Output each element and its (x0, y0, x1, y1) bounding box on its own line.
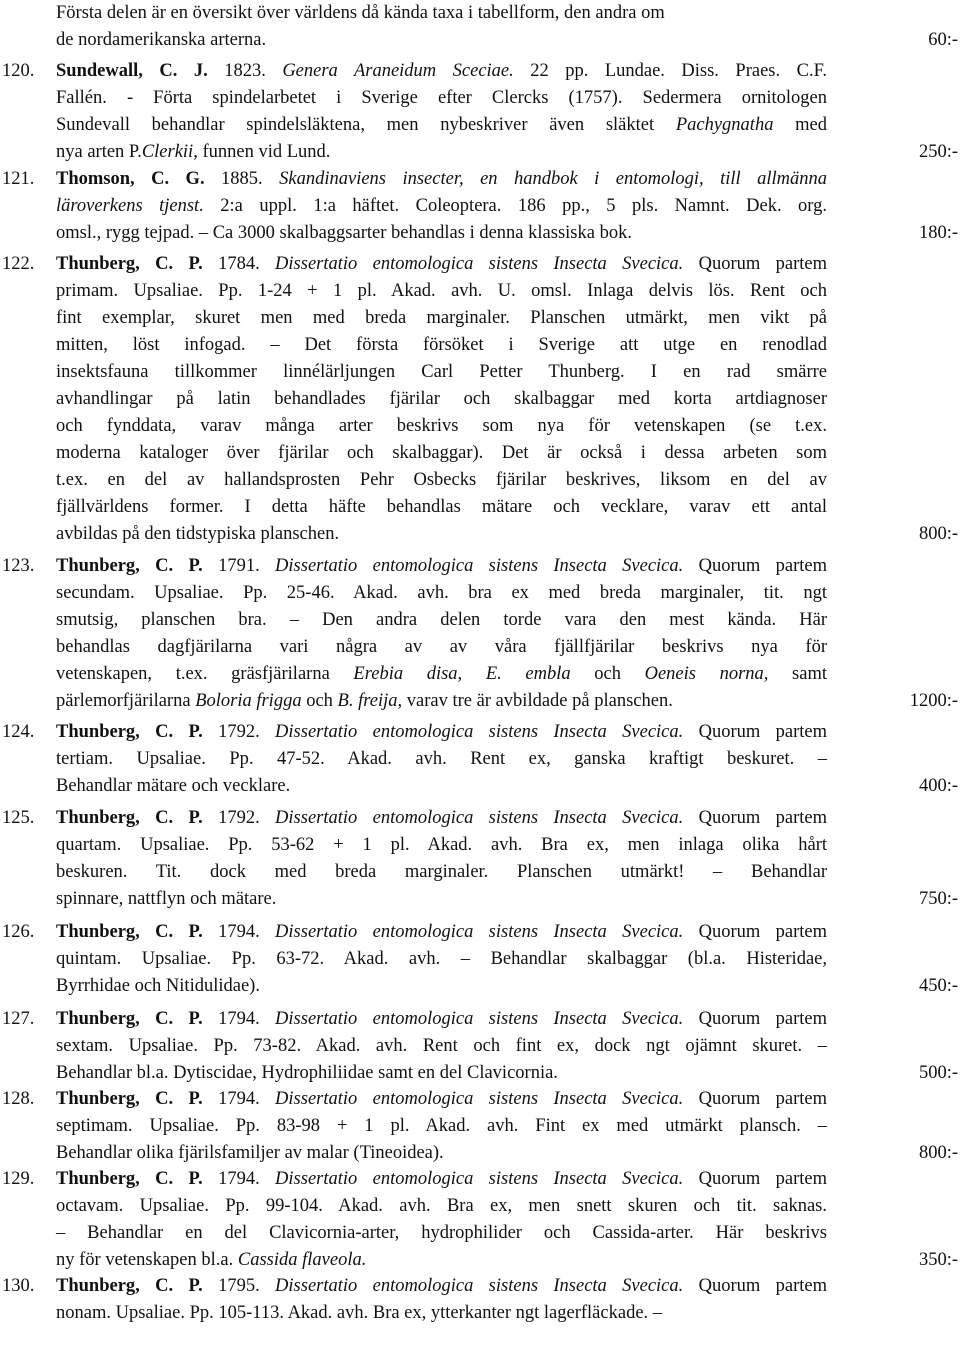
author-name: Thunberg, C. P. (56, 1009, 203, 1029)
entry-number: 128. (2, 1089, 35, 1109)
italic-title: Dissertatio entomologica sistens Insecta Svecica. (275, 1276, 684, 1296)
entry-number: 123. (2, 556, 35, 576)
entry-text-line (56, 580, 827, 607)
entry-text: Quorum partem (683, 808, 827, 828)
italic-title: embla (525, 664, 571, 684)
entry-text: insektsfauna tillkommer linnélärljungen Carl Petter Thunberg. I en rad smärre (56, 362, 827, 382)
entry-text-line (56, 193, 827, 220)
entry-text-line (56, 85, 827, 112)
entry-text: beskuren. Tit. dock med breda marginaler. Planschen utmärkt! – Behandlar (56, 862, 827, 882)
entry-number: 129. (2, 1169, 35, 1189)
entry-text: behandlas dagfjärilarna vari några av av våra fjällfjärilar beskrivs nya för (56, 637, 827, 657)
entry-text-line (56, 139, 827, 166)
entry-text: smutsig, planschen bra. – Den andra delen torde vara den mest kända. Här (56, 610, 827, 630)
entry-text-line (56, 634, 827, 661)
entry-text: Första delen är en översikt över världens då kända taxa i tabellform, den andra om (56, 3, 665, 23)
entry-text-line (56, 112, 827, 139)
entry-text: mitten, löst infogad. – Det första försöket i Sverige att utge en renodlad (56, 335, 827, 355)
italic-title: Boloria frigga (195, 691, 302, 711)
entry-text-line (56, 1193, 827, 1220)
entry-text-line (56, 1247, 827, 1274)
entry-text-line (56, 1086, 827, 1113)
entry-text-line (56, 467, 827, 494)
entry-text-line (56, 946, 827, 973)
entry-text: 1794. (202, 922, 276, 942)
entry-text-line (56, 832, 827, 859)
italic-title: B. freija (337, 691, 398, 711)
entry-text: de nordamerikanska arterna. (56, 30, 267, 50)
italic-title: Erebia disa, E. (353, 664, 502, 684)
entry-text: Quorum partem (683, 722, 827, 742)
entry-text: , funnen vid Lund. (193, 142, 331, 162)
entry-text-line (56, 973, 827, 1000)
entry-text: 1784. (202, 254, 276, 274)
italic-title: Genera Araneidum Sceciae. (282, 61, 514, 81)
entry-text-line (56, 661, 827, 688)
entry-text: 1823. (207, 61, 283, 81)
entry-text: fint exemplar, skuret men med breda marginaler. Planschen utmärkt, men vikt på (56, 308, 827, 328)
entry-text-line (56, 805, 827, 832)
entry-text-line (56, 494, 827, 521)
entry-text: samt (768, 664, 827, 684)
italic-title: Dissertatio entomologica sistens Insecta Svecica. (275, 254, 684, 274)
catalogue-entry (0, 166, 960, 247)
entry-price: 180:- (918, 223, 958, 243)
entry-price: 800:- (918, 1143, 958, 1163)
author-name: Sundewall, C. J. (56, 61, 208, 81)
entry-text: 1791. (202, 556, 276, 576)
entry-number: 125. (2, 808, 35, 828)
catalogue-entry (0, 1166, 960, 1274)
entry-price: 350:- (918, 1250, 958, 1270)
entry-text: och (301, 691, 338, 711)
entry-text-line (56, 607, 827, 634)
italic-title: Cassida flaveola. (237, 1250, 367, 1270)
author-name: Thunberg, C. P. (56, 1276, 203, 1296)
author-name: Thomson, C. G. (56, 169, 205, 189)
entry-text: sextam. Upsaliae. Pp. 73-82. Akad. avh. Rent och fint ex, dock ngt ojämnt skuret. – (56, 1036, 827, 1056)
entry-text: quintam. Upsaliae. Pp. 63-72. Akad. avh. – Behandlar skalbaggar (bl.a. Histeridae, (56, 949, 827, 969)
entry-text: ny för vetenskapen bl.a. (56, 1250, 238, 1270)
entry-text: 1794. (202, 1009, 276, 1029)
entry-text-line (56, 1273, 827, 1300)
catalogue-entry (0, 805, 960, 913)
entry-text: 2:a uppl. 1:a häftet. Coleoptera. 186 pp., 5 pls. Namnt. Dek. org. (203, 196, 827, 216)
entry-text: Fallén. - Förta spindelarbetet i Sverige efter Clercks (1757). Sedermera ornitologen (56, 88, 827, 108)
entry-price: 500:- (918, 1063, 958, 1083)
entry-text: nonam. Upsaliae. Pp. 105-113. Akad. avh. Bra ex, ytterkanter ngt lagerfläckade. – (56, 1303, 663, 1323)
author-name: Thunberg, C. P. (56, 1089, 203, 1109)
entry-text: avbildas på den tidstypiska planschen. (56, 524, 340, 544)
catalogue-entry (0, 553, 960, 715)
entry-price: 60:- (928, 30, 958, 50)
entry-text: omsl., rygg tejpad. – Ca 3000 skalbaggsarter behandlas i denna klassiska bok. (56, 223, 632, 243)
entry-text: septimam. Upsaliae. Pp. 83-98 + 1 pl. Akad. avh. Fint ex med utmärkt plansch. – (56, 1116, 827, 1136)
entry-number: 121. (2, 169, 35, 189)
italic-title: läroverkens tjenst. (56, 196, 204, 216)
catalogue-entry (0, 0, 960, 54)
italic-title: Dissertatio entomologica sistens Insecta Svecica. (275, 722, 684, 742)
entry-text-line (56, 413, 827, 440)
entry-text: och fynddata, varav många arter beskrivs som nya för vetenskapen (se t.ex. (56, 416, 827, 436)
entry-price: 400:- (918, 776, 958, 796)
author-name: Thunberg, C. P. (56, 922, 203, 942)
entry-text-line (56, 553, 827, 580)
entry-number: 124. (2, 722, 35, 742)
entry-number: 120. (2, 61, 35, 81)
entry-text: 1792. (202, 722, 276, 742)
entry-number: 122. (2, 254, 35, 274)
catalogue-entry (0, 719, 960, 800)
entry-text: spinnare, nattflyn och mätare. (56, 889, 277, 909)
entry-text: nya arten P. (56, 142, 142, 162)
entry-text-line (56, 1140, 827, 1167)
entry-text: octavam. Upsaliae. Pp. 99-104. Akad. avh. Bra ex, men snett skuren och tit. saknas. (56, 1196, 827, 1216)
entry-text: moderna kataloger över fjärilar och skalbaggar). Det är också i dessa arbeten som (56, 443, 827, 463)
entry-text-line (56, 220, 827, 247)
entry-text-line (56, 27, 827, 54)
entry-text: 1794. (202, 1089, 276, 1109)
entry-text: 1795. (202, 1276, 276, 1296)
entry-text-line (56, 1220, 827, 1247)
entry-text: Quorum partem (683, 556, 827, 576)
italic-title: Dissertatio entomologica sistens Insecta Svecica. (275, 1009, 684, 1029)
author-name: Thunberg, C. P. (56, 556, 203, 576)
entry-text-line (56, 0, 955, 27)
entry-text-line (56, 521, 827, 548)
entry-text: Quorum partem (683, 922, 827, 942)
entry-text: och (570, 664, 645, 684)
entry-text-line (56, 688, 827, 715)
entry-number: 126. (2, 922, 35, 942)
entry-text-line (56, 1300, 827, 1327)
italic-title: Dissertatio entomologica sistens Insecta Svecica. (275, 556, 684, 576)
entry-text: Quorum partem (683, 254, 827, 274)
italic-title: Dissertatio entomologica sistens Insecta Svecica. (275, 808, 684, 828)
entry-text: 1792. (202, 808, 276, 828)
italic-title: Dissertatio entomologica sistens Insecta Svecica. (275, 1169, 684, 1189)
entry-text-line (56, 386, 827, 413)
entry-text: avhandlingar på latin behandlades fjärilar och skalbaggar med korta artdiagnoser (56, 389, 827, 409)
entry-text: Quorum partem (683, 1089, 827, 1109)
catalogue-entry (0, 58, 960, 166)
catalogue-entry (0, 251, 960, 548)
entry-text: secundam. Upsaliae. Pp. 25-46. Akad. avh. bra ex med breda marginaler, tit. ngt (56, 583, 827, 603)
entry-text-line (56, 440, 827, 467)
entry-text: vetenskapen, t.ex. gräsfjärilarna (56, 664, 354, 684)
entry-text: Quorum partem (683, 1169, 827, 1189)
entry-text: Quorum partem (683, 1009, 827, 1029)
catalogue-entry (0, 919, 960, 1000)
entry-text: primam. Upsaliae. Pp. 1-24 + 1 pl. Akad. avh. U. omsl. Inlaga delvis lös. Rent och (56, 281, 827, 301)
entry-text-line (56, 719, 827, 746)
entry-price: 800:- (918, 524, 958, 544)
entry-text-line (56, 746, 827, 773)
entry-text-line (56, 278, 827, 305)
entry-text-line (56, 1006, 827, 1033)
entry-text-line (56, 359, 827, 386)
entry-text-line (56, 773, 827, 800)
entry-text: Behandlar bl.a. Dytiscidae, Hydrophiliidae samt en del Clavicornia. (56, 1063, 558, 1083)
italic-title: Skandinaviens insecter, en handbok i entomologi, till allmänna (279, 169, 827, 189)
entry-price: 450:- (918, 976, 958, 996)
entry-text-line (56, 886, 827, 913)
entry-text-line (56, 1033, 827, 1060)
entry-text-line (56, 1060, 827, 1087)
author-name: Thunberg, C. P. (56, 1169, 203, 1189)
entry-text: pärlemorfjärilarna (56, 691, 196, 711)
entry-text-line (56, 58, 827, 85)
italic-title: Clerkii (141, 142, 194, 162)
entry-text: 22 pp. Lundae. Diss. Praes. C.F. (513, 61, 827, 81)
entry-text: t.ex. en del av hallandsprosten Pehr Osbecks fjärilar beskrives, liksom en del av (56, 470, 827, 490)
entry-text: , varav tre är avbildade på planschen. (397, 691, 673, 711)
entry-text: Behandlar mätare och vecklare. (56, 776, 291, 796)
author-name: Thunberg, C. P. (56, 722, 203, 742)
entry-text: Behandlar olika fjärilsfamiljer av malar (Tineoidea). (56, 1143, 444, 1163)
author-name: Thunberg, C. P. (56, 254, 203, 274)
catalogue-entry (0, 1273, 960, 1327)
entry-price: 1200:- (909, 691, 958, 711)
author-name: Thunberg, C. P. (56, 808, 203, 828)
entry-text: quartam. Upsaliae. Pp. 53-62 + 1 pl. Akad. avh. Bra ex, men inlaga olika hårt (56, 835, 827, 855)
entry-text: Byrrhidae och Nitidulidae). (56, 976, 260, 996)
italic-title: Pachygnatha (675, 115, 774, 135)
entry-text-line (56, 1166, 827, 1193)
entry-text-line (56, 919, 827, 946)
entry-text: 1885. (204, 169, 280, 189)
entry-text: Sundevall behandlar spindelsläktena, men nybeskriver även släktet (56, 115, 676, 135)
entry-text-line (56, 859, 827, 886)
italic-title: Dissertatio entomologica sistens Insecta Svecica. (275, 922, 684, 942)
entry-text: 1794. (202, 1169, 276, 1189)
entry-text-line (56, 1113, 827, 1140)
entry-text-line (56, 251, 827, 278)
entry-text: med (773, 115, 827, 135)
catalogue-entry (0, 1086, 960, 1167)
entry-text (502, 664, 526, 684)
entry-text-line (56, 166, 827, 193)
entry-text-line (56, 305, 827, 332)
entry-text: Quorum partem (683, 1276, 827, 1296)
entry-text: fjällvärldens former. I detta häfte behandlas mätare och vecklare, varav ett antal (56, 497, 827, 517)
entry-price: 750:- (918, 889, 958, 909)
entry-text-line (56, 332, 827, 359)
entry-number: 127. (2, 1009, 35, 1029)
entry-number: 130. (2, 1276, 35, 1296)
italic-title: Dissertatio entomologica sistens Insecta Svecica. (275, 1089, 684, 1109)
entry-text: tertiam. Upsaliae. Pp. 47-52. Akad. avh. Rent ex, ganska kraftigt beskuret. – (56, 749, 827, 769)
entry-text: – Behandlar en del Clavicornia-arter, hydrophilider och Cassida-arter. Här beskrivs (56, 1223, 827, 1243)
italic-title: Oeneis norna, (644, 664, 769, 684)
entry-price: 250:- (918, 142, 958, 162)
catalogue-entry (0, 1006, 960, 1087)
